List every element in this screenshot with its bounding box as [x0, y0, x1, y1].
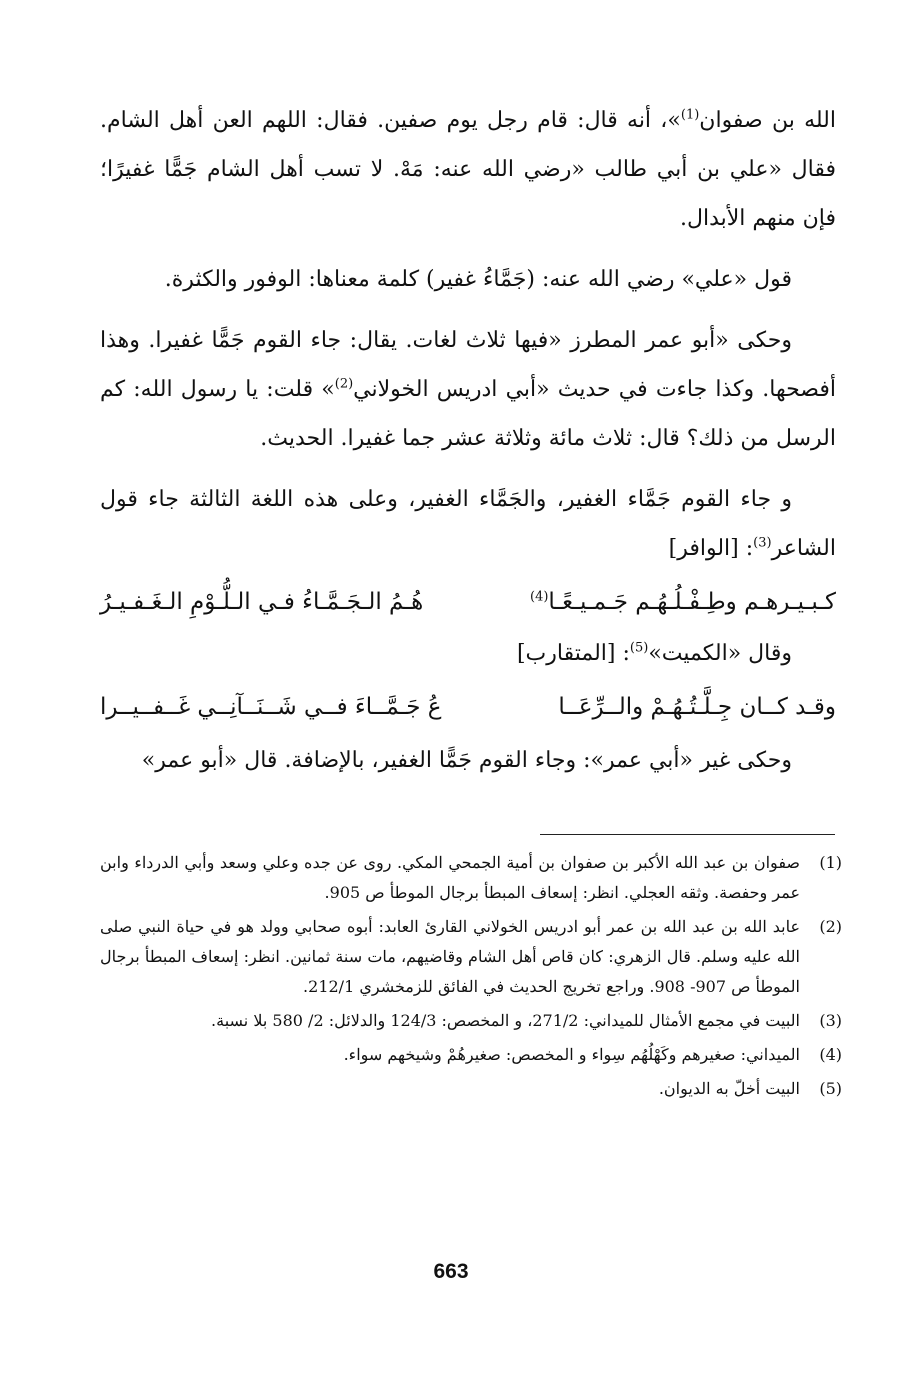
footnote-ref-5[interactable]: (5) — [629, 640, 649, 656]
text-run: وحكى «أبو عمر المطرز «فيها ثلاث لغات. يقال: جاء القوم جَمًّا غفيرا. وهذا أفصحها. وكذا جاءت في حديث «أبي ادريس الخولاني — [100, 328, 836, 402]
footnote-ref-2[interactable]: (2) — [334, 376, 354, 392]
footnote-number: (2) — [819, 917, 842, 936]
page-number: 663 — [433, 1260, 469, 1283]
footnote-ref-4[interactable]: (4) — [529, 589, 549, 605]
text-run: الله بن صفوان — [699, 108, 836, 133]
footnote-number: (4) — [819, 1045, 842, 1064]
verse-2-second-hemistich: عُ جَـمَّــاءَ فــي شَــنَــآنِــي غَــفــيــرا — [100, 694, 442, 720]
paragraph-5 — [100, 629, 836, 678]
paragraph-1 — [100, 96, 836, 243]
footnote-text: البيت أخلّ به الديوان. — [658, 1079, 800, 1098]
footnote-5 — [100, 1074, 842, 1104]
text-run: وقال «الكميت» — [648, 641, 792, 666]
footnote-ref-1[interactable]: (1) — [680, 107, 700, 123]
verse-2-first-hemistich: وقـد كــان جِـلَّـتُـهُـمْ والــرِّعَــا — [558, 694, 836, 720]
verse-1-first-hemistich — [530, 575, 836, 629]
footnotes — [100, 848, 842, 1108]
footnote-2 — [100, 912, 842, 1002]
footnote-text: البيت في مجمع الأمثال للميداني: 271/2، و المخصص: 124/3 والدلائل: 2/ 580 بلا نسبة. — [211, 1011, 800, 1030]
footnote-text: عابد الله بن عبد الله بن عمر أبو ادريس الخولاني القارئ العابد: أبوه صحابي وولد هو في حياة النبي صلى الله عليه وسلم. قال الزهري: كان قاص أهل الشام وقاضيهم، مات سنة ثمانين. انظر: إسعاف المبطأ برجال الموطأ ص 907- 908. وراجع تخريج الحديث في الفائق للزمخشري 212/1. — [100, 917, 801, 996]
footnote-ref-3[interactable]: (3) — [753, 535, 772, 551]
verse-2 — [100, 680, 836, 734]
footnote-3 — [100, 1006, 842, 1036]
footnote-number: (1) — [819, 853, 842, 872]
paragraph-2: قول «علي» رضي الله عنه: (جَمَّاءُ غفير) كلمة معناها: الوفور والكثرة. — [164, 267, 792, 292]
footnote-number: (3) — [819, 1011, 842, 1030]
text-run: »، أنه قال: قام رجل يوم صفين. فقال: اللهم العن أهل الشام. فقال «علي بن أبي طالب «رضي الله عنه: مَهْ. لا تسب أهل الشام جَمًّا غفيرًا؛ فإن منهم الأبدال. — [100, 108, 836, 231]
footnote-number: (5) — [819, 1079, 842, 1098]
text-run: : [المتقارب] — [516, 641, 630, 666]
footnote-text: الميداني: صغيرهم وكَهْلُهُم سِواء و المخصص: صغيرهُمْ وشيخهم سواء. — [343, 1045, 800, 1064]
text-run: : [الوافر] — [668, 536, 754, 561]
text-run: و جاء القوم جَمَّاء الغفير، والجَمَّاء الغفير، وعلى هذه اللغة الثالثة جاء قول الشاعر — [100, 487, 836, 561]
text-run: » قلت: يا رسول الله: كم الرسل من ذلك؟ قال: ثلاث مائة وثلاثة عشر جما غفيرا. الحديث. — [100, 377, 836, 451]
main-text — [100, 96, 836, 785]
verse-1 — [100, 575, 836, 629]
paragraph-4 — [100, 475, 836, 573]
footnote-separator — [540, 834, 835, 835]
paragraph-6: وحكى غير «أبي عمر»: وجاء القوم جَمًّا الغفير، بالإضافة. قال «أبو عمر» — [141, 748, 792, 773]
paragraph-3 — [100, 316, 836, 463]
footnote-4 — [100, 1040, 842, 1070]
text-run: كـبـيـرهـم وطِـفْـلُـهُـم جَـمـيـعًـا — [548, 589, 836, 615]
footnote-text: صفوان بن عبد الله الأكبر بن صفوان بن أمية الجمحي المكي. روى عن جده وعلي وسعد وأبي الدرداء وابن عمر وحفصة. وثقه العجلي. انظر: إسعاف المبطأ برجال الموطأ ص 905. — [100, 853, 800, 902]
verse-1-second-hemistich: هُـمُ الـجَـمَّـاءُ فـي الـلُّـوْمِ الـغَـفـيـرُ — [100, 589, 424, 615]
footnote-1 — [100, 848, 842, 908]
